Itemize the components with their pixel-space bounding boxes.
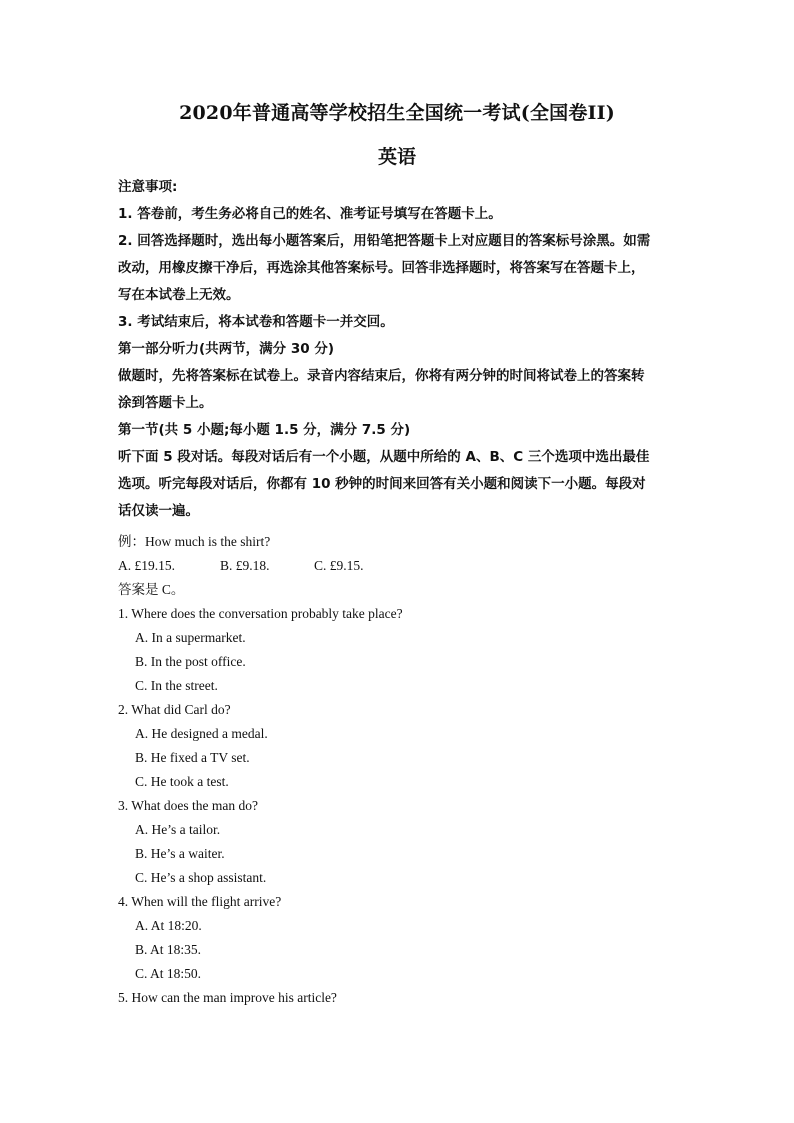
questions-section [118, 530, 678, 1010]
example-option: C. £9.15. [314, 558, 364, 573]
part1-heading: 第一部分听力(共两节，满分 30 分) [118, 341, 335, 357]
notice-item-2-line: 写在本试卷上无效。 [118, 287, 240, 303]
notice-item-2-line: 改动，用橡皮擦干净后，再选涂其他答案标号。回答非选择题时，将答案写在答题卡上， [118, 260, 645, 276]
answer-option: A. He’s a tailor. [135, 822, 221, 837]
part1-instruction-line: 涂到答题卡上。 [118, 395, 213, 411]
example-option: A. £19.15. [118, 558, 175, 573]
answer-option: B. He’s a waiter. [135, 846, 225, 861]
example-option: B. £9.18. [220, 558, 270, 573]
notice-item-1: 1. 答卷前，考生务必将自己的姓名、准考证号填写在答题卡上。 [118, 206, 502, 222]
part1-instruction-line: 做题时，先将答案标在试卷上。录音内容结束后，你将有两分钟的时间将试卷上的答案转 [118, 368, 645, 384]
answer-option: A. He designed a medal. [135, 726, 268, 741]
question-stem: 3. What does the man do? [118, 798, 258, 813]
section1-instruction-line: 听下面 5 段对话。每段对话后有一个小题，从题中所给的 A、B、C 三个选项中选出最佳 [118, 449, 650, 465]
answer-option: A. In a supermarket. [135, 630, 246, 645]
question-stem: 5. How can the man improve his article? [118, 990, 337, 1005]
answer-option: C. At 18:50. [135, 966, 202, 981]
exam-subject: 英语 [377, 146, 416, 168]
question-stem: 2. What did Carl do? [118, 702, 231, 717]
section1-instruction-line: 话仅读一遍。 [118, 503, 199, 519]
question-stem: 1. Where does the conversation probably take place? [118, 606, 403, 621]
answer-option: B. At 18:35. [135, 942, 202, 957]
example-options [118, 554, 678, 578]
answer-option: C. He’s a shop assistant. [135, 870, 267, 885]
answer-option: C. He took a test. [135, 774, 229, 789]
notice-section [118, 174, 678, 525]
example-answer: 答案是 C。 [118, 582, 185, 597]
notice-item-3: 3. 考试结束后，将本试卷和答题卡一并交回。 [118, 314, 394, 330]
answer-option: B. He fixed a TV set. [135, 750, 250, 765]
section1-instruction-line: 选项。听完每段对话后，你都有 10 秒钟的时间来回答有关小题和阅读下一小题。每段对 [118, 476, 646, 492]
notice-heading: 注意事项: [118, 179, 178, 195]
example-question: 例：How much is the shirt? [118, 534, 271, 549]
section1-heading: 第一节(共 5 小题;每小题 1.5 分，满分 7.5 分) [118, 422, 411, 438]
answer-option: A. At 18:20. [135, 918, 202, 933]
answer-option: C. In the street. [135, 678, 218, 693]
exam-title: 2020年普通高等学校招生全国统一考试(全国卷II) [179, 102, 615, 124]
answer-option: B. In the post office. [135, 654, 246, 669]
notice-item-2-line: 2. 回答选择题时，选出每小题答案后，用铅笔把答题卡上对应题目的答案标号涂黑。如需 [118, 233, 651, 249]
question-stem: 4. When will the flight arrive? [118, 894, 282, 909]
